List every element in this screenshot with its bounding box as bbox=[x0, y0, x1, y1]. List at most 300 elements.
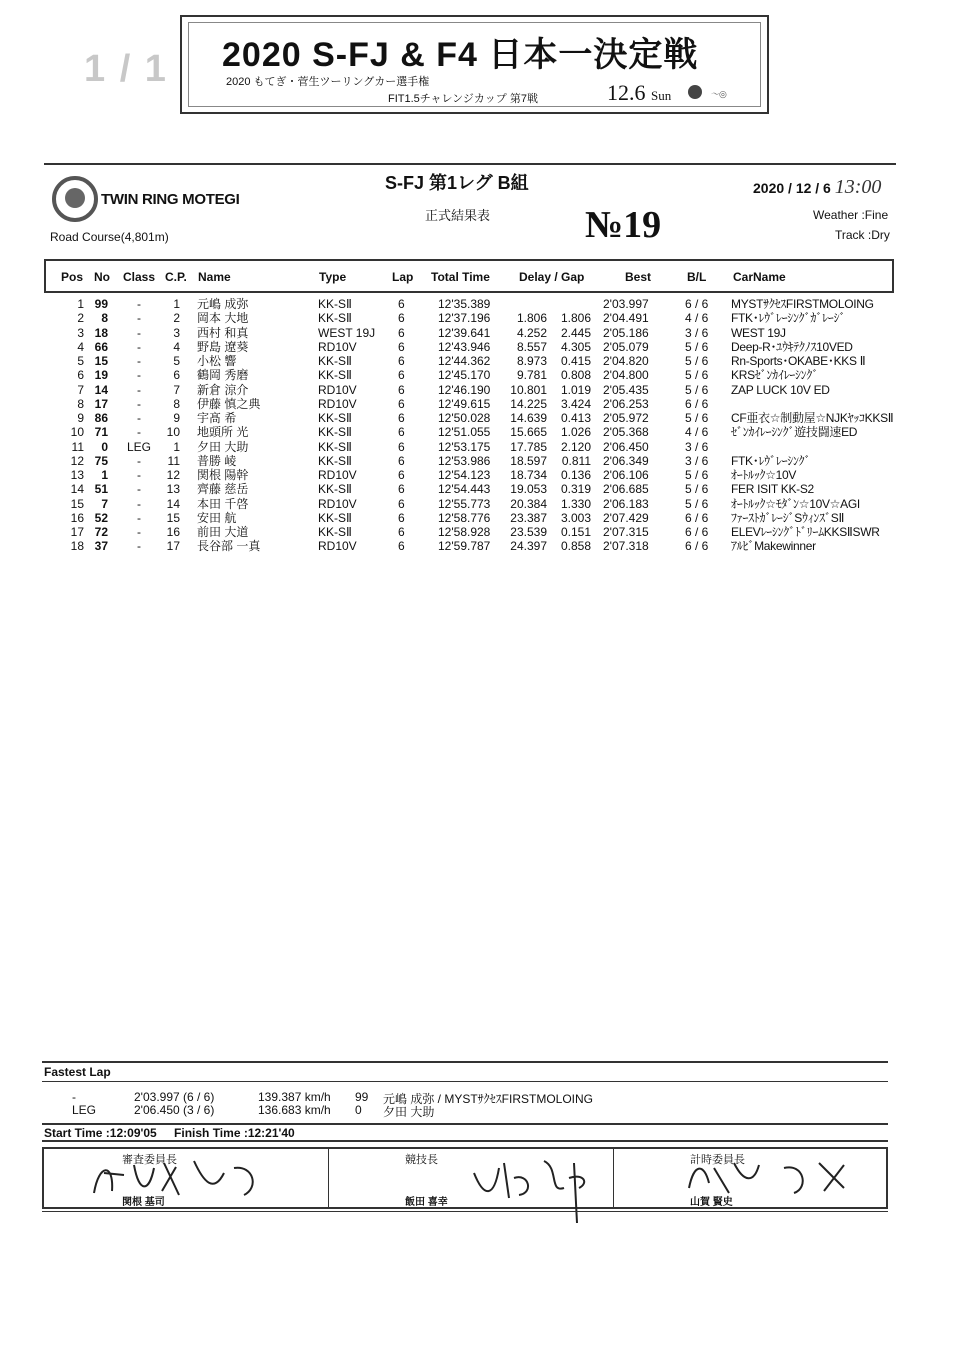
result-driver-name: 長谷部 一真 bbox=[197, 539, 261, 554]
result-pos: 14 bbox=[70, 482, 84, 497]
fastest-lap-time: 2'06.450 (3 / 6) bbox=[134, 1103, 215, 1117]
result-delay: 14.225 bbox=[510, 396, 547, 411]
race-date-value: 2020 / 12 / 6 bbox=[753, 180, 831, 196]
race-title: S-FJ 第1レグ B組 bbox=[385, 173, 529, 193]
result-car-number: 15 bbox=[94, 354, 108, 368]
result-laps: 6 bbox=[398, 439, 405, 454]
result-gap: 1.806 bbox=[560, 311, 591, 326]
result-driver-name: 岡本 大地 bbox=[197, 311, 249, 326]
signature-role: 審査委員長 bbox=[122, 1154, 177, 1166]
result-delay: 9.781 bbox=[516, 368, 547, 383]
table-row bbox=[0, 468, 959, 482]
col-best: Best bbox=[625, 270, 652, 284]
result-car-number: 18 bbox=[94, 325, 108, 340]
result-car-name: MYSTｻｸｾｽFIRSTMOLOING bbox=[731, 297, 874, 311]
result-car-type: KK-SⅡ bbox=[318, 297, 352, 311]
result-pos: 10 bbox=[70, 425, 84, 440]
result-car-number: 75 bbox=[94, 453, 108, 468]
result-car-type: RD10V bbox=[318, 468, 357, 482]
result-laps: 6 bbox=[398, 354, 405, 368]
result-gap: 1.330 bbox=[560, 496, 591, 511]
result-driver-name: 齊藤 慈岳 bbox=[197, 482, 249, 497]
result-best-lap: 2'04.800 bbox=[603, 368, 649, 383]
result-pos: 7 bbox=[77, 382, 84, 397]
result-total-time: 12'45.170 bbox=[438, 368, 491, 383]
result-car-type: RD10V bbox=[318, 382, 357, 397]
result-class: - bbox=[137, 539, 141, 554]
table-row bbox=[0, 368, 959, 382]
result-car-type: KK-SⅡ bbox=[318, 510, 352, 525]
results-table-header bbox=[44, 259, 894, 293]
result-best-lap-number: 6 / 6 bbox=[685, 510, 709, 525]
result-car-type: KK-SⅡ bbox=[318, 439, 352, 454]
table-row bbox=[0, 425, 959, 439]
result-car-name: Deep-R･ﾕｳｷﾃｸﾉｽ10VED bbox=[731, 339, 853, 354]
result-laps: 6 bbox=[398, 325, 405, 340]
result-delay: 1.806 bbox=[516, 311, 547, 326]
result-number: №19 bbox=[585, 204, 662, 246]
result-best-lap-number: 5 / 6 bbox=[685, 339, 709, 354]
result-delay: 23.387 bbox=[510, 510, 547, 525]
result-car-type: KK-SⅡ bbox=[318, 525, 352, 539]
handwritten-signature-icon bbox=[84, 1153, 284, 1205]
col-cp: C.P. bbox=[165, 270, 187, 284]
signature-role: 競技長 bbox=[405, 1154, 438, 1166]
result-car-type: KK-SⅡ bbox=[318, 411, 352, 425]
result-gap: 0.136 bbox=[560, 468, 591, 482]
result-pos: 13 bbox=[70, 468, 84, 482]
result-pos: 12 bbox=[70, 453, 84, 468]
result-cp: 2 bbox=[173, 311, 180, 326]
result-pos: 16 bbox=[70, 510, 84, 525]
result-laps: 6 bbox=[398, 539, 405, 554]
result-driver-name: 安田 航 bbox=[197, 510, 237, 525]
signature-printed-name: 関根 基司 bbox=[122, 1197, 165, 1208]
result-delay: 18.597 bbox=[510, 453, 547, 468]
result-laps: 6 bbox=[398, 496, 405, 511]
start-time: Start Time :12:09'05 bbox=[44, 1126, 157, 1140]
result-car-number: 7 bbox=[101, 496, 108, 511]
result-cp: 8 bbox=[173, 396, 180, 411]
result-car-type: RD10V bbox=[318, 396, 357, 411]
finish-time: Finish Time :12:21'40 bbox=[174, 1126, 295, 1140]
fastest-lap-time: 2'03.997 (6 / 6) bbox=[134, 1090, 215, 1104]
result-best-lap: 2'06.685 bbox=[603, 482, 649, 497]
result-gap: 4.305 bbox=[560, 339, 591, 354]
result-best-lap-number: 4 / 6 bbox=[685, 425, 709, 440]
result-cp: 1 bbox=[173, 297, 180, 311]
result-best-lap: 2'03.997 bbox=[603, 297, 649, 311]
result-car-name: ｱﾙﾋﾞMakewinner bbox=[731, 539, 816, 554]
result-gap: 0.858 bbox=[560, 539, 591, 554]
table-row bbox=[0, 525, 959, 539]
result-gap: 1.019 bbox=[560, 382, 591, 397]
results-table-body bbox=[0, 297, 959, 554]
table-row bbox=[0, 440, 959, 454]
result-driver-name: 元嶋 成弥 bbox=[197, 297, 249, 311]
result-car-number: 37 bbox=[94, 539, 108, 554]
result-best-lap: 2'05.368 bbox=[603, 425, 649, 440]
result-best-lap-number: 5 / 6 bbox=[685, 382, 709, 397]
result-car-type: KK-SⅡ bbox=[318, 368, 352, 383]
result-best-lap: 2'04.491 bbox=[603, 311, 649, 326]
table-row bbox=[0, 539, 959, 553]
result-car-type: RD10V bbox=[318, 496, 357, 511]
result-pos: 3 bbox=[77, 325, 84, 340]
result-car-number: 19 bbox=[94, 368, 108, 383]
result-total-time: 12'54.443 bbox=[438, 482, 491, 497]
result-best-lap: 2'05.186 bbox=[603, 325, 649, 340]
result-car-name: Rn-Sports･OKABE･KKS Ⅱ bbox=[731, 354, 866, 368]
result-best-lap: 2'06.253 bbox=[603, 396, 649, 411]
result-driver-name: 関根 陽幹 bbox=[197, 468, 249, 482]
result-laps: 6 bbox=[398, 411, 405, 425]
result-best-lap: 2'07.315 bbox=[603, 525, 649, 539]
result-best-lap-number: 3 / 6 bbox=[685, 439, 709, 454]
result-laps: 6 bbox=[398, 482, 405, 497]
result-class: - bbox=[137, 411, 141, 425]
race-times bbox=[44, 1126, 309, 1140]
result-total-time: 12'49.615 bbox=[438, 396, 491, 411]
col-pos: Pos bbox=[61, 270, 84, 284]
fastest-lap-no: 0 bbox=[355, 1103, 362, 1117]
result-total-time: 12'54.123 bbox=[438, 468, 491, 482]
sponsor-logo-mark-icon: 〜◎ bbox=[710, 89, 727, 99]
banner-subtitle-series: 2020 もてぎ・菅生ツーリングカー選手権 bbox=[226, 76, 430, 88]
result-pos: 9 bbox=[77, 411, 84, 425]
result-car-number: 52 bbox=[94, 510, 108, 525]
fastest-lap-speed: 139.387 km/h bbox=[258, 1090, 331, 1104]
col-name: Name bbox=[198, 270, 231, 284]
result-best-lap-number: 5 / 6 bbox=[685, 468, 709, 482]
signature-printed-name: 山賀 賢史 bbox=[690, 1197, 733, 1208]
result-laps: 6 bbox=[398, 468, 405, 482]
fastest-lap-speed: 136.683 km/h bbox=[258, 1103, 331, 1117]
result-car-number: 66 bbox=[94, 339, 108, 354]
table-row bbox=[0, 411, 959, 425]
result-cp: 11 bbox=[167, 453, 180, 468]
result-class: - bbox=[137, 468, 141, 482]
result-gap: 0.808 bbox=[560, 368, 591, 383]
result-driver-name: 普勝 崚 bbox=[197, 453, 237, 468]
result-car-type: KK-SⅡ bbox=[318, 311, 352, 326]
result-best-lap-number: 6 / 6 bbox=[685, 539, 709, 554]
result-driver-name: 夕田 大助 bbox=[197, 439, 249, 454]
result-cp: 4 bbox=[173, 339, 180, 354]
times-top-rule bbox=[42, 1123, 888, 1125]
result-car-type: KK-SⅡ bbox=[318, 453, 352, 468]
table-row bbox=[0, 511, 959, 525]
signature-cell-director bbox=[329, 1149, 613, 1207]
result-total-time: 12'37.196 bbox=[438, 311, 491, 326]
result-cp: 9 bbox=[173, 411, 180, 425]
result-best-lap: 2'07.318 bbox=[603, 539, 649, 554]
result-best-lap-number: 4 / 6 bbox=[685, 311, 709, 326]
result-car-name: ｾﾞﾝｶｲﾚｰｼﾝｸﾞ遊技闘速ED bbox=[731, 425, 858, 440]
fastest-lap-driver: 夕田 大助 bbox=[383, 1105, 435, 1119]
col-lap: Lap bbox=[392, 270, 414, 284]
banner-date-value: 12.6 bbox=[607, 80, 646, 105]
fastest-lap-no: 99 bbox=[355, 1090, 369, 1104]
table-row bbox=[0, 454, 959, 468]
result-class: - bbox=[137, 525, 141, 539]
result-car-name: ｵｰﾄﾙｯｸ☆ﾓﾀﾞﾝ☆10V☆AGI bbox=[731, 496, 860, 511]
result-class: - bbox=[137, 496, 141, 511]
result-car-name: CF亜衣☆制動屋☆NJKﾔｯｺKKSⅡ bbox=[731, 411, 894, 425]
result-total-time: 12'55.773 bbox=[438, 496, 491, 511]
result-car-name: ﾌｧｰｽﾄｶﾞﾚｰｼﾞSｳｨﾝｽﾞSⅡ bbox=[731, 510, 845, 525]
result-best-lap: 2'06.183 bbox=[603, 496, 649, 511]
result-total-time: 12'35.389 bbox=[438, 297, 491, 311]
result-best-lap-number: 3 / 6 bbox=[685, 453, 709, 468]
result-car-number: 99 bbox=[94, 297, 108, 311]
result-delay: 15.665 bbox=[510, 425, 547, 440]
result-gap: 0.413 bbox=[560, 411, 591, 425]
result-car-number: 1 bbox=[101, 468, 108, 482]
result-pos: 4 bbox=[77, 339, 84, 354]
result-pos: 6 bbox=[77, 368, 84, 383]
result-car-type: RD10V bbox=[318, 539, 357, 554]
result-delay: 8.557 bbox=[516, 339, 547, 354]
bottom-rule bbox=[42, 1211, 888, 1212]
fastest-lap-class: LEG bbox=[72, 1103, 97, 1117]
result-total-time: 12'53.175 bbox=[438, 439, 491, 454]
result-delay: 17.785 bbox=[510, 439, 547, 454]
result-car-number: 8 bbox=[101, 311, 108, 326]
result-best-lap: 2'07.429 bbox=[603, 510, 649, 525]
result-car-type: WEST 19J bbox=[318, 325, 376, 340]
result-driver-name: 地頭所 光 bbox=[197, 425, 249, 440]
result-cp: 12 bbox=[166, 468, 180, 482]
result-delay: 24.397 bbox=[510, 539, 547, 554]
col-type: Type bbox=[319, 270, 347, 284]
result-pos: 8 bbox=[77, 396, 84, 411]
table-row bbox=[0, 326, 959, 340]
weather-info: Weather :Fine bbox=[813, 208, 889, 222]
result-laps: 6 bbox=[398, 396, 405, 411]
result-laps: 6 bbox=[398, 425, 405, 440]
result-car-type: KK-SⅡ bbox=[318, 425, 352, 440]
result-pos: 2 bbox=[77, 311, 84, 326]
col-carname: CarName bbox=[733, 270, 786, 284]
result-car-type: KK-SⅡ bbox=[318, 354, 352, 368]
result-driver-name: 本田 千啓 bbox=[197, 496, 249, 511]
result-gap: 2.445 bbox=[560, 325, 591, 340]
result-car-number: 71 bbox=[94, 425, 108, 440]
table-row bbox=[0, 497, 959, 511]
result-gap: 3.003 bbox=[560, 510, 591, 525]
race-time-handwritten: 13:00 bbox=[834, 176, 882, 198]
result-cp: 3 bbox=[173, 325, 180, 340]
banner-subtitle-cup: FIT1.5チャレンジカップ 第7戦 bbox=[388, 93, 538, 105]
result-car-name: FTK･ﾚｳﾞﾚｰｼﾝｸﾞｶﾞﾚｰｼﾞ bbox=[731, 311, 846, 326]
page-counter: 1 / 1 bbox=[84, 48, 168, 90]
result-delay: 18.734 bbox=[510, 468, 547, 482]
result-best-lap: 2'05.972 bbox=[603, 411, 649, 425]
result-delay: 8.973 bbox=[516, 354, 547, 368]
result-class: - bbox=[137, 425, 141, 440]
handwritten-signature-icon bbox=[469, 1153, 619, 1228]
result-cp: 16 bbox=[166, 525, 180, 539]
result-driver-name: 鶴岡 秀磨 bbox=[197, 368, 249, 383]
result-delay: 23.539 bbox=[510, 525, 547, 539]
result-class: - bbox=[137, 482, 141, 497]
result-class: - bbox=[137, 354, 141, 368]
result-total-time: 12'51.055 bbox=[438, 425, 491, 440]
result-gap: 0.811 bbox=[561, 453, 591, 468]
result-best-lap-number: 6 / 6 bbox=[685, 396, 709, 411]
result-class: - bbox=[137, 510, 141, 525]
result-class: - bbox=[137, 382, 141, 397]
result-class: - bbox=[137, 368, 141, 383]
result-pos: 15 bbox=[70, 496, 84, 511]
venue-name: TWIN RING MOTEGI bbox=[101, 191, 240, 208]
table-row bbox=[0, 297, 959, 311]
result-total-time: 12'58.776 bbox=[438, 510, 491, 525]
result-car-type: RD10V bbox=[318, 339, 357, 354]
official-result-label: 正式結果表 bbox=[425, 208, 491, 223]
result-car-name: KRSｾﾞﾝｶｲﾚｰｼﾝｸﾞ bbox=[731, 368, 819, 383]
table-row bbox=[0, 482, 959, 496]
result-total-time: 12'59.787 bbox=[438, 539, 491, 554]
track-info: Track :Dry bbox=[835, 228, 890, 242]
col-class: Class bbox=[123, 270, 156, 284]
result-gap: 3.424 bbox=[560, 396, 591, 411]
result-delay: 10.801 bbox=[510, 382, 547, 397]
result-gap: 0.319 bbox=[560, 482, 591, 497]
result-driver-name: 野島 遼葵 bbox=[197, 339, 249, 354]
result-gap: 0.415 bbox=[560, 354, 591, 368]
result-cp: 15 bbox=[166, 510, 180, 525]
col-delay-gap: Delay / Gap bbox=[519, 270, 585, 284]
result-best-lap-number: 5 / 6 bbox=[685, 411, 709, 425]
result-laps: 6 bbox=[398, 382, 405, 397]
result-gap: 0.151 bbox=[560, 525, 591, 539]
result-best-lap-number: 6 / 6 bbox=[685, 525, 709, 539]
result-best-lap-number: 5 / 6 bbox=[685, 496, 709, 511]
result-total-time: 12'53.986 bbox=[438, 453, 491, 468]
top-rule bbox=[44, 163, 896, 165]
result-laps: 6 bbox=[398, 525, 405, 539]
result-best-lap-number: 6 / 6 bbox=[685, 297, 709, 311]
result-car-name: ｵｰﾄﾙｯｸ☆10V bbox=[731, 468, 797, 482]
fastest-lap-label: Fastest Lap bbox=[44, 1065, 111, 1079]
fastest-lap-class: - bbox=[72, 1090, 76, 1104]
result-total-time: 12'44.362 bbox=[438, 354, 491, 368]
banner-date-day: Sun bbox=[651, 88, 672, 103]
result-class: - bbox=[137, 325, 141, 340]
result-best-lap-number: 5 / 6 bbox=[685, 482, 709, 497]
result-laps: 6 bbox=[398, 297, 405, 311]
result-cp: 13 bbox=[166, 482, 180, 497]
result-car-name: ZAP LUCK 10V ED bbox=[731, 382, 830, 397]
result-best-lap: 2'05.435 bbox=[603, 382, 649, 397]
result-best-lap: 2'06.349 bbox=[603, 453, 649, 468]
fastest-lap-mid-rule bbox=[42, 1081, 888, 1082]
result-best-lap: 2'05.079 bbox=[603, 339, 649, 354]
table-row bbox=[0, 397, 959, 411]
signature-cell-steward bbox=[44, 1149, 328, 1207]
result-total-time: 12'46.190 bbox=[438, 382, 491, 397]
table-row bbox=[0, 383, 959, 397]
venue-logo-icon bbox=[52, 176, 98, 222]
result-delay: 20.384 bbox=[510, 496, 547, 511]
course-info: Road Course(4,801m) bbox=[50, 230, 169, 244]
result-pos: 1 bbox=[77, 297, 84, 311]
result-cp: 17 bbox=[166, 539, 180, 554]
result-delay: 14.639 bbox=[510, 411, 547, 425]
table-row bbox=[0, 311, 959, 325]
result-car-number: 14 bbox=[94, 382, 108, 397]
event-banner bbox=[180, 15, 769, 114]
result-car-name: FTK･ﾚｳﾞﾚｰｼﾝｸﾞ bbox=[731, 453, 811, 468]
result-delay: 19.053 bbox=[510, 482, 547, 497]
signature-box bbox=[42, 1147, 888, 1209]
col-total: Total Time bbox=[431, 270, 490, 284]
result-driver-name: 伊藤 慎之典 bbox=[197, 396, 261, 411]
result-driver-name: 新倉 涼介 bbox=[197, 382, 249, 397]
handwritten-signature-icon bbox=[684, 1153, 864, 1203]
result-car-name: WEST 19J bbox=[731, 325, 786, 340]
result-cp: 5 bbox=[173, 354, 180, 368]
result-driver-name: 宇髙 希 bbox=[197, 411, 237, 425]
result-cp: 10 bbox=[166, 425, 180, 440]
result-best-lap-number: 3 / 6 bbox=[685, 325, 709, 340]
banner-title: 2020 S-FJ & F4 日本一決定戦 bbox=[222, 36, 699, 74]
signature-cell-timekeeper bbox=[614, 1149, 886, 1207]
result-laps: 6 bbox=[398, 453, 405, 468]
result-pos: 5 bbox=[77, 354, 84, 368]
result-car-type: KK-SⅡ bbox=[318, 482, 352, 497]
result-car-name: FER ISIT KK-S2 bbox=[731, 482, 814, 497]
times-bottom-rule bbox=[42, 1140, 888, 1142]
result-car-number: 51 bbox=[94, 482, 108, 497]
result-pos: 11 bbox=[71, 439, 84, 454]
result-best-lap: 2'04.820 bbox=[603, 354, 649, 368]
table-row bbox=[0, 354, 959, 368]
result-total-time: 12'50.028 bbox=[438, 411, 491, 425]
result-laps: 6 bbox=[398, 510, 405, 525]
result-gap: 2.120 bbox=[560, 439, 591, 454]
result-cp: 1 bbox=[173, 439, 180, 454]
result-pos: 18 bbox=[70, 539, 84, 554]
result-cp: 6 bbox=[173, 368, 180, 383]
result-best-lap-number: 5 / 6 bbox=[685, 354, 709, 368]
col-bl: B/L bbox=[687, 270, 707, 284]
fastest-lap-driver: 元嶋 成弥 / MYSTｻｸｾｽFIRSTMOLOING bbox=[383, 1092, 594, 1106]
result-best-lap: 2'06.106 bbox=[603, 468, 649, 482]
fastest-lap-top-rule bbox=[42, 1061, 888, 1063]
result-total-time: 12'43.946 bbox=[438, 339, 491, 354]
race-date bbox=[753, 176, 881, 199]
result-best-lap: 2'06.450 bbox=[603, 439, 649, 454]
result-class: - bbox=[137, 311, 141, 326]
banner-date bbox=[607, 80, 671, 106]
result-class: - bbox=[137, 339, 141, 354]
result-class: LEG bbox=[126, 439, 151, 454]
result-laps: 6 bbox=[398, 339, 405, 354]
result-cp: 14 bbox=[166, 496, 180, 511]
result-gap: 1.026 bbox=[560, 425, 591, 440]
result-delay: 4.252 bbox=[516, 325, 547, 340]
signature-role: 計時委員長 bbox=[690, 1154, 745, 1166]
result-cp: 7 bbox=[173, 382, 180, 397]
result-car-number: 17 bbox=[94, 396, 108, 411]
result-total-time: 12'39.641 bbox=[438, 325, 491, 340]
result-laps: 6 bbox=[398, 311, 405, 326]
result-car-number: 0 bbox=[101, 439, 108, 454]
result-class: - bbox=[137, 297, 141, 311]
